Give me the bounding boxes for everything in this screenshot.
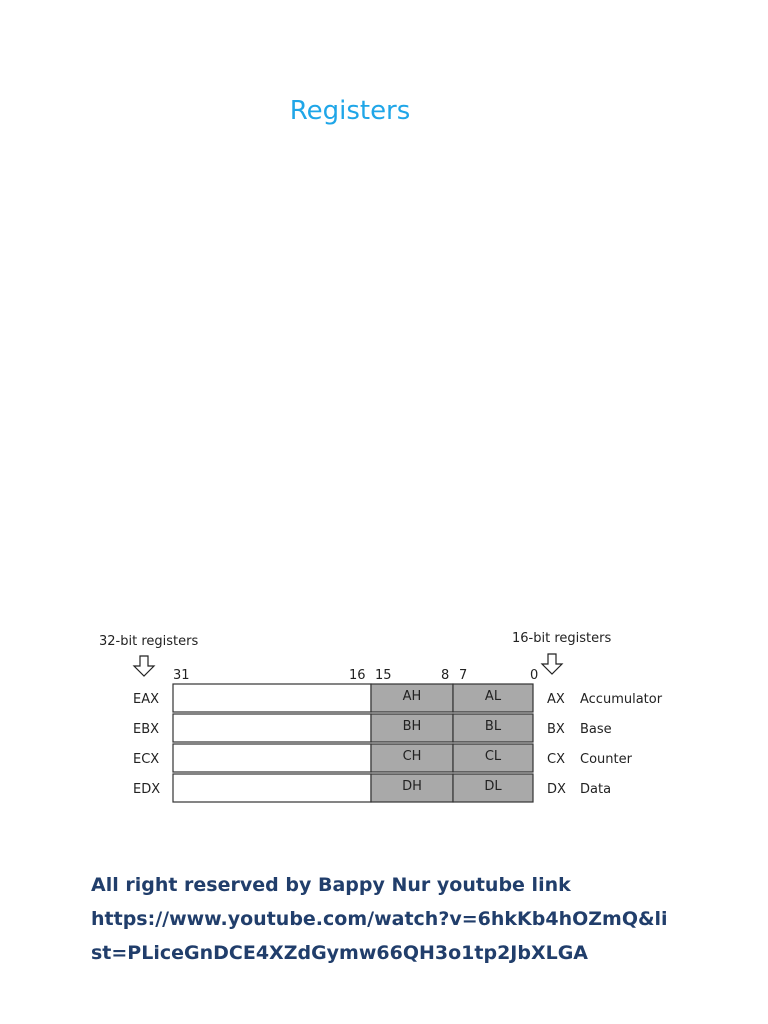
label-16bit-registers: 16-bit registers (512, 631, 612, 646)
copyright-text: All right reserved by Bappy Nur youtube link (91, 874, 571, 896)
arrow-down-icon (542, 654, 562, 674)
extended-register-label: EDX (133, 782, 161, 797)
high-byte-label: AH (402, 689, 422, 704)
bit-number-0: 0 (530, 668, 539, 683)
page-title: Registers (289, 96, 411, 126)
arrow-down-icon (134, 656, 154, 676)
bit-number-8: 8 (441, 668, 450, 683)
high-byte-label: CH (402, 749, 422, 764)
low-byte-label: BL (484, 719, 502, 734)
register-name: DX (547, 782, 566, 797)
bit-number-7: 7 (459, 668, 468, 683)
extended-register-label: ECX (133, 752, 160, 767)
high-byte-label: BH (402, 719, 422, 734)
low-byte-label: CL (484, 749, 502, 764)
register-description: Counter (580, 752, 632, 767)
youtube-link-part1[interactable]: https://www.youtube.com/watch?v=6hkKb4hOZmQ&li (91, 908, 668, 930)
extended-part-cell (173, 714, 371, 742)
register-name: AX (547, 692, 565, 707)
extended-part-cell (173, 684, 371, 712)
register-name: BX (547, 722, 565, 737)
youtube-link-part2[interactable]: st=PLiceGnDCE4XZdGymw66QH3o1tp2JbXLGA (91, 942, 589, 964)
extended-register-label: EAX (133, 692, 160, 707)
bit-number-15: 15 (375, 668, 392, 683)
extended-part-cell (173, 774, 371, 802)
low-byte-label: DL (484, 779, 502, 794)
bit-number-31: 31 (173, 668, 190, 683)
register-description: Base (580, 722, 612, 737)
register-description: Accumulator (580, 692, 663, 707)
extended-register-label: EBX (133, 722, 160, 737)
label-32bit-registers: 32-bit registers (99, 634, 199, 649)
register-table (173, 684, 533, 802)
extended-part-cell (173, 744, 371, 772)
bit-number-16: 16 (349, 668, 366, 683)
copyright-notice (91, 868, 711, 970)
low-byte-label: AL (484, 689, 502, 704)
high-byte-label: DH (402, 779, 422, 794)
register-name: CX (547, 752, 565, 767)
register-description: Data (580, 782, 612, 797)
